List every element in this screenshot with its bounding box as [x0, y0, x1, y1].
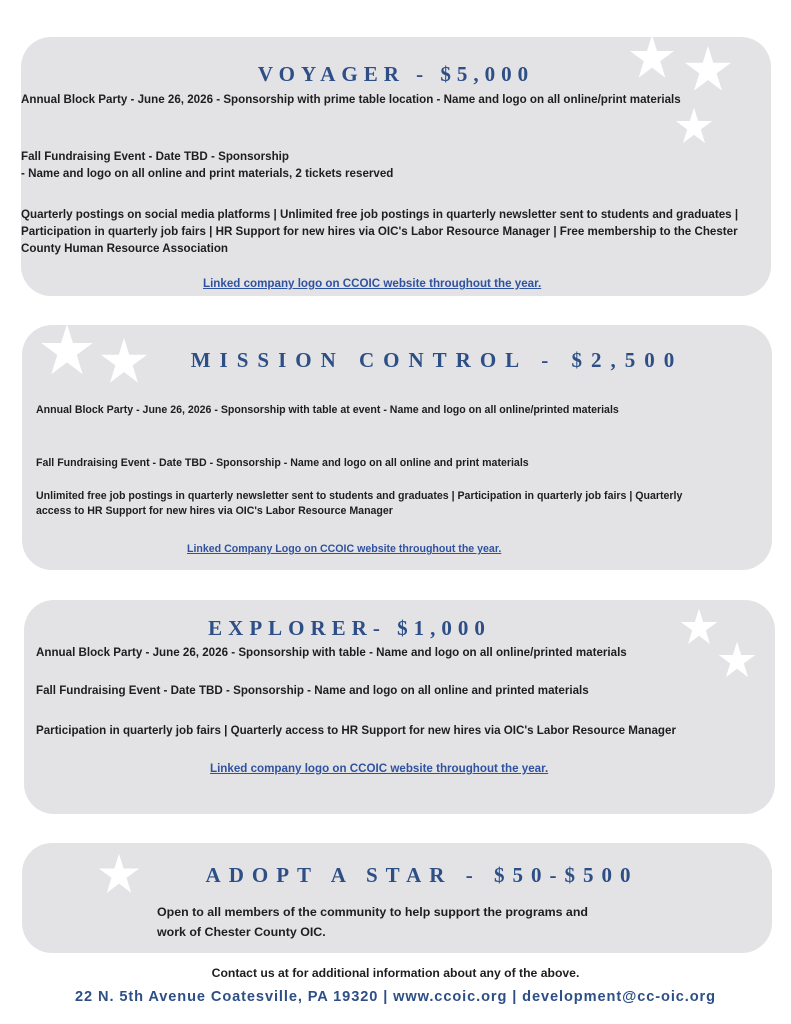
fundraising-benefit — [21, 149, 721, 183]
fundraising-benefit: Fall Fundraising Event - Date TBD - Sponsorship - Name and logo on all online and printed materials — [36, 684, 589, 697]
block-party-benefit: Annual Block Party - June 26, 2026 - Sponsorship with table at event - Name and logo on all online/printed materials — [36, 404, 619, 416]
star-icon — [675, 107, 713, 145]
adopt-a-star-panel — [22, 843, 772, 953]
website-logo-link[interactable]: Linked Company Logo on CCOIC website throughout the year. — [187, 543, 502, 555]
fundraising-benefit-line: Fall Fundraising Event - Date TBD - Sponsorship — [21, 150, 289, 163]
mission-control-tier-panel — [22, 325, 772, 570]
footer-contact-info: 22 N. 5th Avenue Coatesville, PA 19320 | www.ccoic.org | development@cc-oic.org — [75, 989, 716, 1005]
fundraising-benefit-line: - Name and logo on all online and print materials, 2 tickets reserved — [21, 166, 394, 180]
tier-title: VOYAGER - $5,000 — [257, 62, 535, 86]
website-logo-link[interactable]: Linked company logo on CCOIC website throughout the year. — [203, 277, 542, 290]
additional-benefits: Participation in quarterly job fairs | Quarterly access to HR Support for new hires via OIC's Labor Resource Manager — [36, 724, 676, 737]
block-party-benefit: Annual Block Party - June 26, 2026 - Sponsorship with prime table location - Name and logo on all online/print materials — [21, 93, 681, 106]
additional-benefits: Unlimited free job postings in quarterly newsletter sent to students and graduates | Participation in quarterly job fairs | Quarterly access to HR Support for new hires via OIC's Labor Resource Manager — [36, 490, 683, 518]
tier-title: EXPLORER- $1,000 — [208, 616, 491, 640]
adopt-a-star-description: Open to all members of the community to help support the programs and work of Chester County OIC. — [157, 905, 588, 939]
contact-text: Contact us at for additional information about any of the above. — [211, 966, 580, 980]
tier-title: ADOPT A STAR - $50-$500 — [205, 863, 639, 887]
website-logo-link[interactable]: Linked company logo on CCOIC website throughout the year. — [210, 762, 549, 775]
tier-title: MISSION CONTROL - $2,500 — [190, 348, 684, 372]
fundraising-benefit: Fall Fundraising Event - Date TBD - Sponsorship - Name and logo on all online and print materials — [36, 457, 529, 469]
additional-benefits: Quarterly postings on social media platforms | Unlimited free job postings in quarterly newsletter sent to students and graduates | Participation in quarterly job fairs | HR Support for new hires via OIC's Labor Resource Manager | Free membership to the Chester County Human Resource Association — [21, 208, 739, 255]
voyager-tier-panel — [21, 37, 771, 296]
block-party-benefit: Annual Block Party - June 26, 2026 - Sponsorship with table - Name and logo on all online/printed materials — [36, 646, 627, 659]
explorer-tier-panel — [24, 600, 775, 814]
